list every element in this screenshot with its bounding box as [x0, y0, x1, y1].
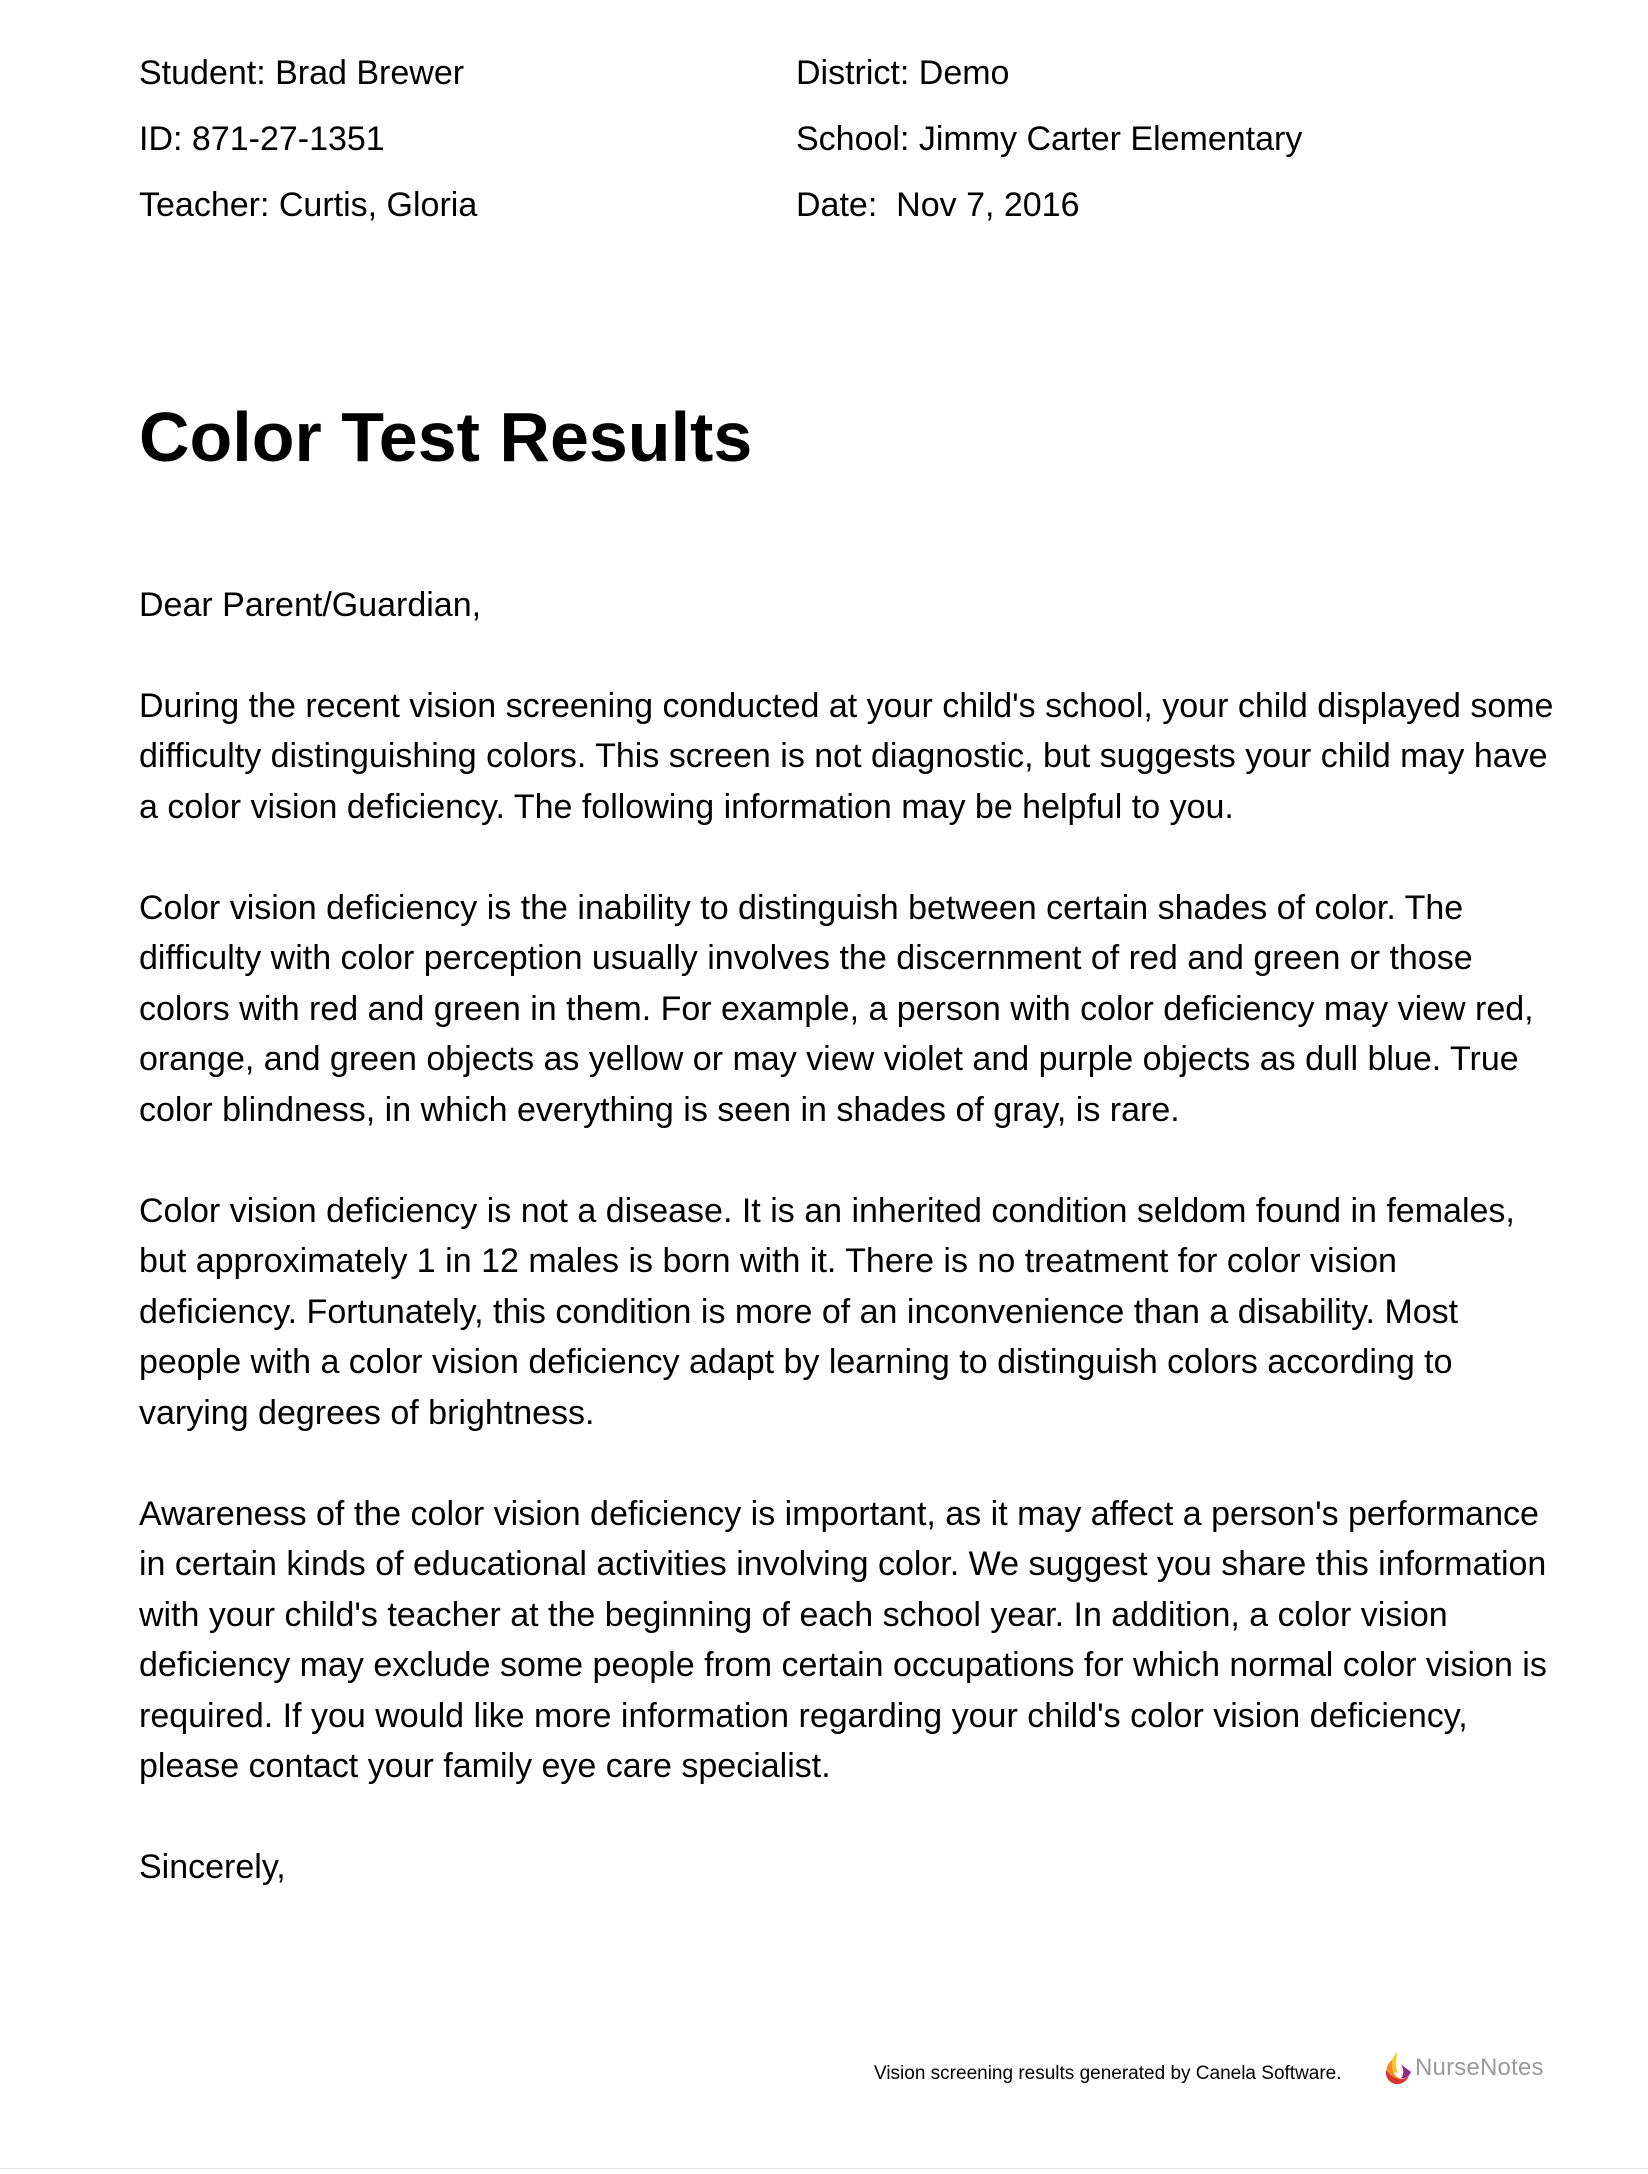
student-info	[139, 40, 477, 238]
footer-text: Vision screening results generated by Canela Software.	[874, 2063, 1342, 2084]
logo-text: NurseNotes	[1415, 2054, 1544, 2081]
paragraph-inheritance: Color vision deficiency is not a disease. It is an inherited condition seldom found in females, but approximately 1 in 12 males is born with it. There is no treatment for color vision deficiency. Fortunately, this condition is more of an inconvenience than a disability. Most people with a color vision deficiency adapt by learning to distinguish colors according to varying degrees of brightness.	[139, 1191, 1515, 1432]
student-name: Student: Brad Brewer	[139, 54, 465, 92]
student-id: ID: 871-27-1351	[139, 120, 385, 158]
nursenotes-flame-icon	[1383, 2050, 1413, 2086]
paragraph-awareness: Awareness of the color vision deficiency is important, as it may affect a person's performance in certain kinds of educational activities involving color. We suggest you share this information with your child's teacher at the beginning of each school year. In addition, a color vision deficiency may exclude some people from certain occupations for which normal color vision is required. If you would like more information regarding your child's color vision deficiency, please contact your family eye care specialist.	[139, 1494, 1547, 1785]
nursenotes-logo	[1383, 2048, 1544, 2088]
greeting: Dear Parent/Guardian,	[139, 586, 482, 624]
closing: Sincerely,	[139, 1848, 286, 1886]
paragraph-definition: Color vision deficiency is the inability to distinguish between certain shades of color. The difficulty with color perception usually involves the discernment of red and green or those colors with red and green in them. For example, a person with color deficiency may view red, orange, and green objects as yellow or may view violet and purple objects as dull blue. True color blindness, in which everything is seen in shades of gray, is rare.	[139, 888, 1534, 1129]
district-name: District: Demo	[796, 54, 1010, 92]
page-title: Color Test Results	[139, 398, 753, 476]
letter-body	[139, 580, 1559, 1943]
paragraph-screening: During the recent vision screening conducted at your child's school, your child displayed some difficulty distinguishing colors. This screen is not diagnostic, but suggests your child may have a color vision deficiency. The following information may be helpful to you.	[139, 686, 1554, 826]
page-bottom-edge	[0, 2168, 1648, 2169]
teacher-name: Teacher: Curtis, Gloria	[139, 186, 478, 224]
school-info	[796, 40, 1302, 238]
school-name: School: Jimmy Carter Elementary	[796, 120, 1303, 158]
letter-date: Date: Nov 7, 2016	[796, 186, 1080, 224]
